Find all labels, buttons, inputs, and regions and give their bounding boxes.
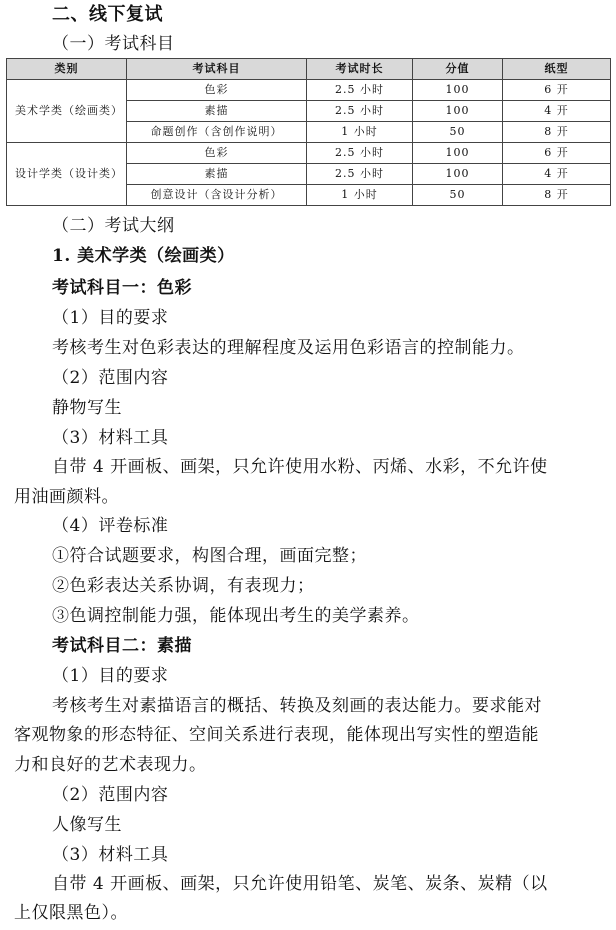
paper-cell: 8 开	[503, 122, 611, 143]
table-row	[7, 143, 611, 164]
score-cell: 50	[413, 185, 503, 206]
category-heading-fine-arts: 1. 美术学类（绘画类）	[52, 246, 235, 266]
header-subject: 考试科目	[127, 59, 307, 80]
exam-subjects-table	[6, 58, 611, 206]
subject-1-criteria-heading: （4）评卷标准	[52, 516, 169, 536]
duration-cell: 2.5 小时	[307, 101, 413, 122]
subject-2-tools-line-2: 上仅限黑色）。	[14, 903, 128, 923]
subject-cell: 命题创作（含创作说明）	[127, 122, 307, 143]
subsection-exam-outline: （二）考试大纲	[52, 216, 175, 236]
subject-cell: 色彩	[127, 80, 307, 101]
paper-cell: 6 开	[503, 80, 611, 101]
subject-2-goal-line-1: 考核考生对素描语言的概括、转换及刻画的表达能力。要求能对	[52, 696, 542, 716]
table-header-row	[7, 59, 611, 80]
subject-1-tools-line-2: 用油画颜料。	[14, 487, 119, 507]
subject-1-goal-heading: （1）目的要求	[52, 308, 169, 328]
subject-cell: 素描	[127, 101, 307, 122]
paper-cell: 4 开	[503, 164, 611, 185]
subject-cell: 素描	[127, 164, 307, 185]
paper-cell: 8 开	[503, 185, 611, 206]
subject-2-tools-line-1: 自带 4 开画板、画架，只允许使用铅笔、炭笔、炭条、炭精（以	[52, 874, 548, 894]
subject-2-goal-heading: （1）目的要求	[52, 666, 169, 686]
score-cell: 100	[413, 164, 503, 185]
duration-cell: 2.5 小时	[307, 80, 413, 101]
subject-2-tools-heading: （3）材料工具	[52, 845, 169, 865]
duration-cell: 1 小时	[307, 122, 413, 143]
subject-2-goal-line-2: 客观物象的形态特征、空间关系进行表现，能体现出写实性的塑造能	[14, 725, 539, 745]
subject-1-criterion: ①符合试题要求，构图合理，画面完整；	[52, 546, 367, 566]
subject-1-tools-heading: （3）材料工具	[52, 428, 169, 448]
category-cell: 设计学类（设计类）	[7, 143, 127, 206]
subject-1-goal-text: 考核考生对色彩表达的理解程度及运用色彩语言的控制能力。	[52, 338, 525, 358]
subsection-exam-subjects: （一）考试科目	[52, 34, 175, 54]
score-cell: 100	[413, 143, 503, 164]
score-cell: 50	[413, 122, 503, 143]
subject-1-criterion: ②色彩表达关系协调，有表现力；	[52, 576, 315, 596]
subject-1-title: 考试科目一：色彩	[52, 278, 192, 298]
subject-1-scope-heading: （2）范围内容	[52, 368, 169, 388]
paper-cell: 4 开	[503, 101, 611, 122]
subject-2-title: 考试科目二：素描	[52, 636, 192, 656]
subject-1-tools-line-1: 自带 4 开画板、画架，只允许使用水粉、丙烯、水彩，不允许使	[52, 457, 548, 477]
score-cell: 100	[413, 101, 503, 122]
header-category: 类别	[7, 59, 127, 80]
duration-cell: 2.5 小时	[307, 164, 413, 185]
paper-cell: 6 开	[503, 143, 611, 164]
subject-2-scope-text: 人像写生	[52, 815, 122, 835]
subject-1-criterion: ③色调控制能力强，能体现出考生的美学素养。	[52, 606, 420, 626]
subject-2-scope-heading: （2）范围内容	[52, 785, 169, 805]
subject-cell: 创意设计（含设计分析）	[127, 185, 307, 206]
duration-cell: 1 小时	[307, 185, 413, 206]
section-title: 二、线下复试	[52, 4, 163, 25]
header-paper: 纸型	[503, 59, 611, 80]
subject-cell: 色彩	[127, 143, 307, 164]
header-duration: 考试时长	[307, 59, 413, 80]
score-cell: 100	[413, 80, 503, 101]
category-cell: 美术学类（绘画类）	[7, 80, 127, 143]
table-row	[7, 80, 611, 101]
duration-cell: 2.5 小时	[307, 143, 413, 164]
subject-2-goal-line-3: 力和良好的艺术表现力。	[14, 755, 207, 775]
subject-1-scope-text: 静物写生	[52, 398, 122, 418]
header-score: 分值	[413, 59, 503, 80]
